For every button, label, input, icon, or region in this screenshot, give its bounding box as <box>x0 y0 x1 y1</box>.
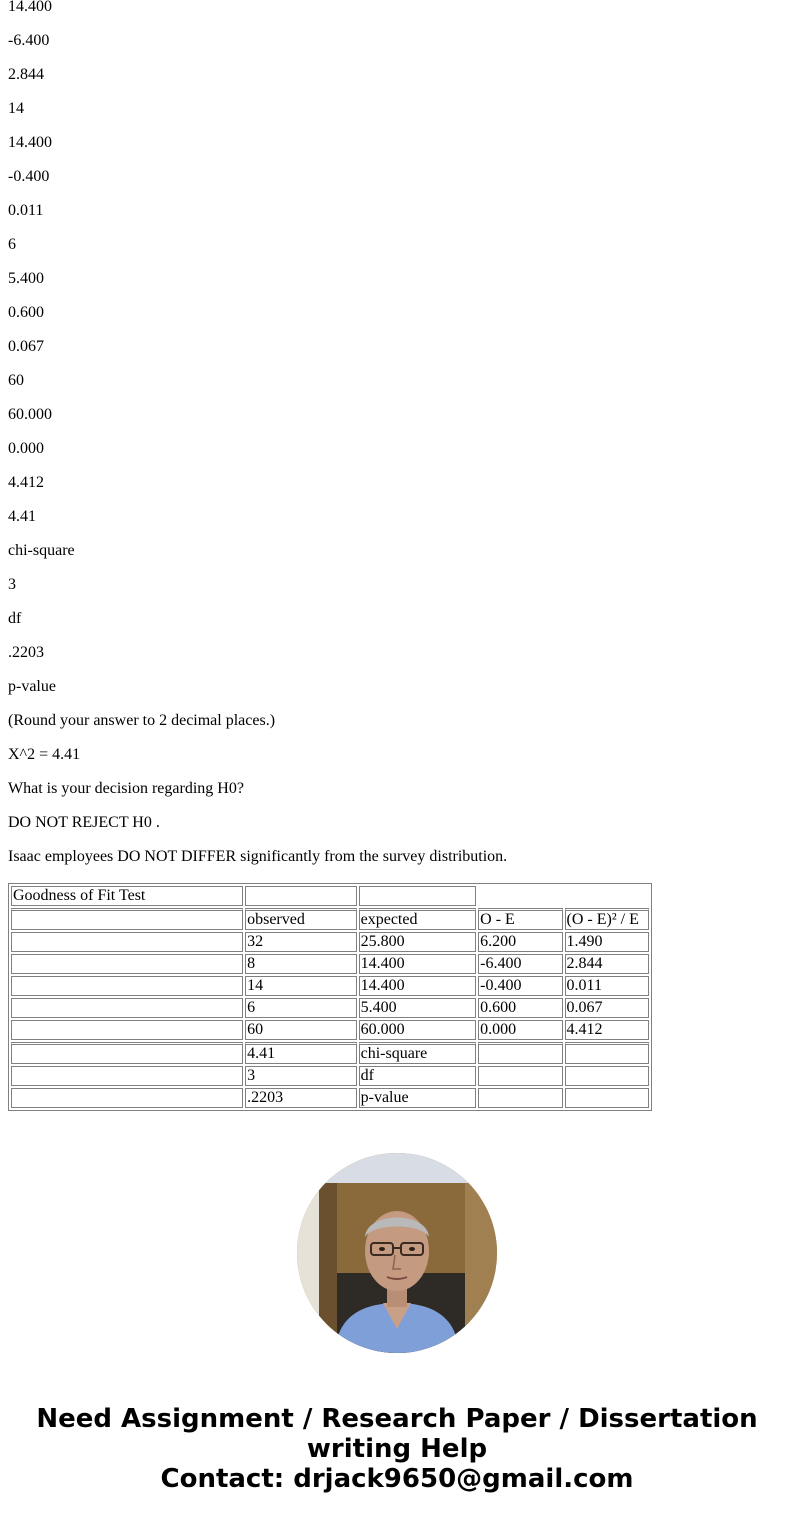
text-line: 0.000 <box>8 440 44 457</box>
decision-text: DO NOT REJECT H0 . <box>8 814 160 831</box>
table-header: observed <box>245 908 357 930</box>
text-line: 14.400 <box>8 134 52 151</box>
table-cell: 1.490 <box>565 932 649 952</box>
contact-email: Contact: drjack9650@gmail.com <box>160 1464 634 1494</box>
text-line: p-value <box>8 678 56 695</box>
table-cell <box>11 1020 243 1040</box>
table-cell: 60.000 <box>359 1020 477 1040</box>
question-text: What is your decision regarding H0? <box>8 780 244 797</box>
table-cell: 0.067 <box>565 998 649 1018</box>
goodness-of-fit-table <box>8 883 652 1111</box>
text-line: chi-square <box>8 542 75 559</box>
promo-line: writing Help <box>306 1434 488 1464</box>
table-cell: 4.41 <box>245 1042 357 1064</box>
text-line: 3 <box>8 576 16 593</box>
conclusion-text: Isaac employees DO NOT DIFFER significantly from the survey distribution. <box>8 848 508 865</box>
stats-row <box>11 1066 649 1086</box>
text-line: 60.000 <box>8 406 52 423</box>
stats-row <box>11 1042 649 1064</box>
text-line: .2203 <box>8 644 44 661</box>
text-line: 60 <box>8 372 24 389</box>
table-cell <box>11 932 243 952</box>
table-cell <box>11 954 243 974</box>
table-cell <box>11 1042 243 1064</box>
table-row <box>11 954 649 974</box>
table-row <box>11 1020 649 1040</box>
table-cell <box>11 976 243 996</box>
table-title-row <box>11 886 649 906</box>
table-cell: 8 <box>245 954 357 974</box>
table-cell: df <box>359 1066 477 1086</box>
table-cell <box>565 1042 649 1064</box>
text-line: 6 <box>8 236 16 253</box>
text-line: -0.400 <box>8 168 50 185</box>
table-cell <box>565 1088 649 1108</box>
text-line: 14 <box>8 100 24 117</box>
promo-banner <box>0 1404 794 1494</box>
text-line: 0.600 <box>8 304 44 321</box>
table-title: Goodness of Fit Test <box>11 886 243 906</box>
text-line: 2.844 <box>8 66 44 83</box>
table-header <box>11 908 243 930</box>
table-cell: 2.844 <box>565 954 649 974</box>
table-row <box>11 932 649 952</box>
table-cell: 6.200 <box>478 932 562 952</box>
table-cell: 14.400 <box>359 976 477 996</box>
text-line: -6.400 <box>8 32 50 49</box>
text-line: df <box>8 610 22 627</box>
table-cell <box>478 886 562 906</box>
author-photo <box>297 1153 497 1353</box>
table-header-row <box>11 908 649 930</box>
table-cell: 25.800 <box>359 932 477 952</box>
table-cell: 0.600 <box>478 998 562 1018</box>
table-cell <box>11 998 243 1018</box>
table-cell: 14.400 <box>359 954 477 974</box>
table-cell <box>478 1088 562 1108</box>
table-cell <box>478 1042 562 1064</box>
table-cell: 6 <box>245 998 357 1018</box>
table-cell <box>565 886 649 906</box>
table-cell <box>565 1066 649 1086</box>
text-line: 0.067 <box>8 338 44 355</box>
table-cell: 0.000 <box>478 1020 562 1040</box>
answer-text: X^2 = 4.41 <box>8 746 81 763</box>
table-cell: 5.400 <box>359 998 477 1018</box>
promo-line: Need Assignment / Research Paper / Dissertation <box>36 1404 758 1434</box>
text-line: 5.400 <box>8 270 44 287</box>
stats-row <box>11 1088 649 1108</box>
table-cell <box>478 1066 562 1086</box>
table-header: (O - E)² / E <box>565 908 649 930</box>
table-cell <box>11 1066 243 1086</box>
table-cell: 60 <box>245 1020 357 1040</box>
table-cell: 3 <box>245 1066 357 1086</box>
table-cell: 4.412 <box>565 1020 649 1040</box>
table-cell: -6.400 <box>478 954 562 974</box>
text-line: 4.41 <box>8 508 36 525</box>
table-cell <box>11 1088 243 1108</box>
text-line: 4.412 <box>8 474 44 491</box>
table-cell: 14 <box>245 976 357 996</box>
portrait-image <box>297 1153 497 1353</box>
table-cell: -0.400 <box>478 976 562 996</box>
text-line: 0.011 <box>8 202 44 219</box>
table-cell: .2203 <box>245 1088 357 1108</box>
table-cell <box>359 886 477 906</box>
table-cell: p-value <box>359 1088 477 1108</box>
table-header: O - E <box>478 908 562 930</box>
table-row <box>11 998 649 1018</box>
table-cell: chi-square <box>359 1042 477 1064</box>
table-cell <box>245 886 357 906</box>
table-cell: 0.011 <box>565 976 649 996</box>
text-line: 14.400 <box>8 0 52 15</box>
table-cell: 32 <box>245 932 357 952</box>
instruction-text: (Round your answer to 2 decimal places.) <box>8 712 276 729</box>
table-header: expected <box>359 908 477 930</box>
table-row <box>11 976 649 996</box>
